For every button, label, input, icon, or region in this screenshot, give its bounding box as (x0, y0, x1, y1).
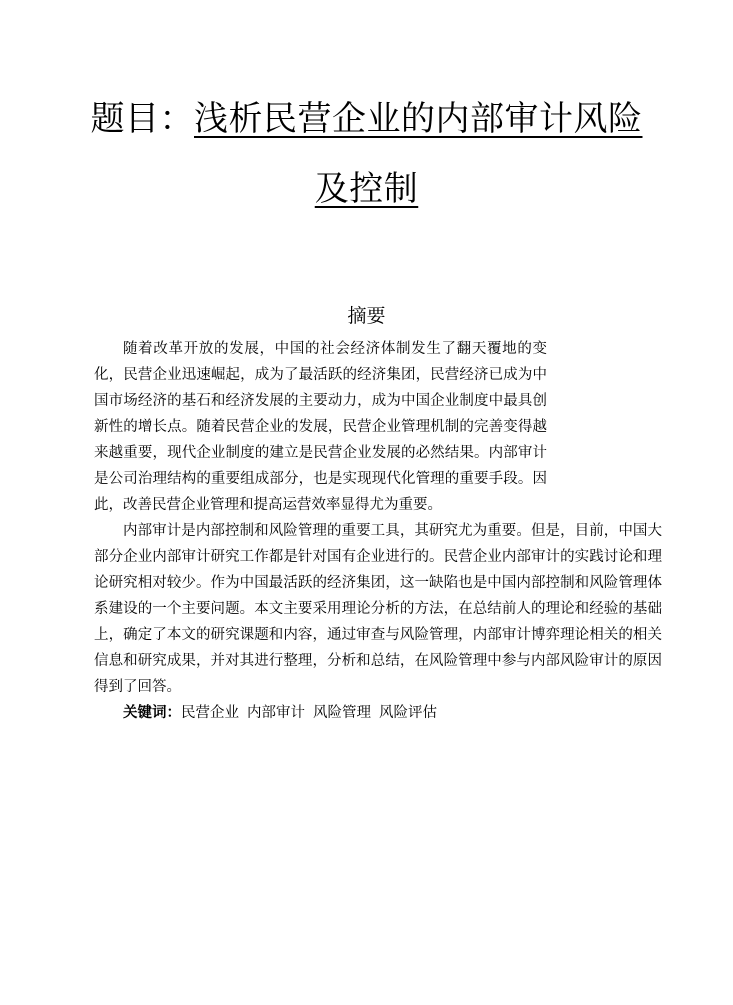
keyword: 风险管理 (313, 705, 371, 721)
keyword: 内部审计 (247, 705, 305, 721)
abstract-heading: 摘要 (347, 305, 386, 327)
title-line-2: 及控制 (314, 169, 419, 209)
keyword: 风险评估 (379, 705, 437, 721)
keywords-label: 关键词： (123, 705, 181, 721)
keywords-line (94, 700, 662, 726)
abstract-paragraph-2: 内部审计是内部控制和风险管理的重要工具，其研究尤为重要。但是，目前，中国大部分企业内部审计研究工作都是针对国有企业进行的。民营企业内部审计的实践讨论和理论研究相对较少。作为中国最活跃的经济集团，这一缺陷也是中国内部控制和风险管理体系建设的一个主要问题。本文主要采用理论分析的方法，在总结前人的理论和经验的基础上，确定了本文的研究课题和内容，通过审查与风险管理，内部审计博弈理论相关的相关信息和研究成果，并对其进行整理，分析和总结，在风险管理中参与内部风险审计的原因得到了回答。 (94, 523, 662, 695)
paper-title (60, 84, 673, 224)
abstract-body (94, 336, 662, 726)
title-line-1: 浅析民营企业的内部审计风险 (194, 99, 643, 139)
abstract-paragraph-1: 随着改革开放的发展，中国的社会经济体制发生了翻天覆地的变化，民营企业迅速崛起，成为了最活跃的经济集团，民营经济已成为中国市场经济的基石和经济发展的主要动力，成为中国企业制度中最具创新性的增长点。随着民营企业的发展，民营企业管理机制的完善变得越来越重要，现代企业制度的建立是民营企业发展的必然结果。内部审计是公司治理结构的重要组成部分，也是实现现代化管理的重要手段。因此，改善民营企业管理和提高运营效率显得尤为重要。 (94, 341, 547, 513)
title-prefix: 题目： (90, 99, 194, 139)
keyword: 民营企业 (181, 705, 239, 721)
